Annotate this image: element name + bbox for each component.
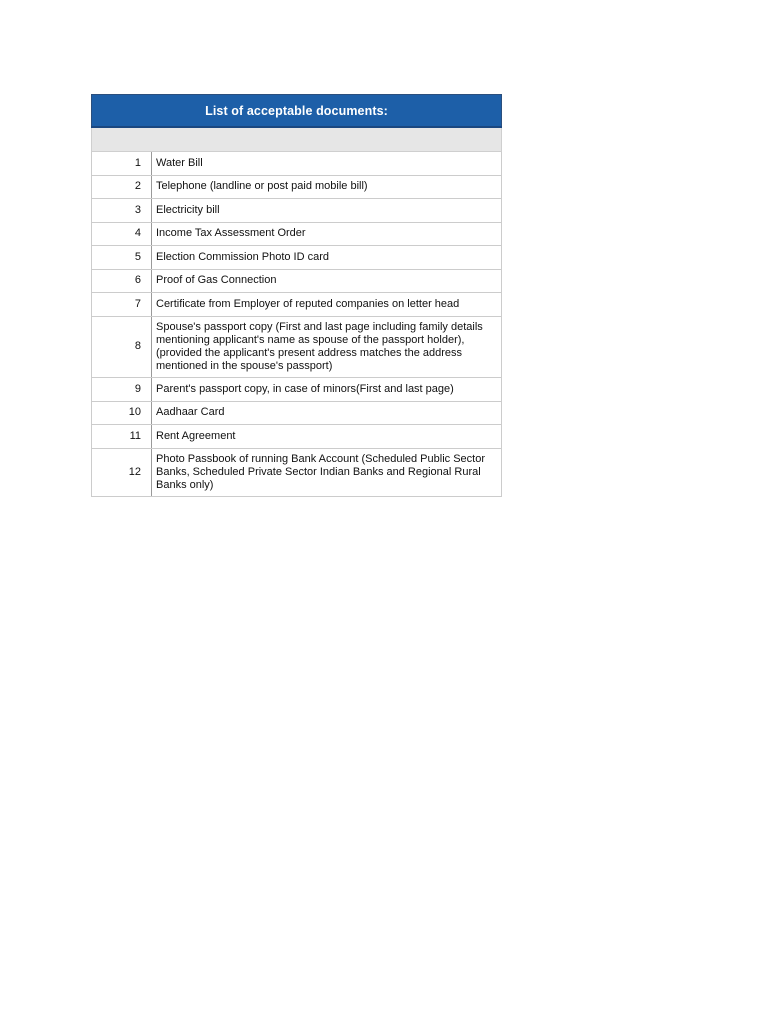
table-row <box>92 378 502 402</box>
table-row <box>92 293 502 317</box>
document-name: Photo Passbook of running Bank Account (Scheduled Public Sector Banks, Scheduled Private Sector Indian Banks and Regional Rural Banks only) <box>152 448 502 497</box>
document-name: Parent's passport copy, in case of minors(First and last page) <box>152 378 502 402</box>
row-number: 2 <box>92 175 152 199</box>
row-number: 9 <box>92 378 152 402</box>
table-title: List of acceptable documents: <box>92 95 502 128</box>
table-row <box>92 222 502 246</box>
document-name: Aadhaar Card <box>152 401 502 425</box>
row-number: 12 <box>92 448 152 497</box>
row-number: 8 <box>92 316 152 378</box>
table-header-row <box>92 95 502 128</box>
document-name: Rent Agreement <box>152 425 502 449</box>
table-row <box>92 175 502 199</box>
document-name: Spouse's passport copy (First and last page including family details mentioning applicant's name as spouse of the passport holder), (provided the applicant's present address matches the address mentioned in the spouse's passport) <box>152 316 502 378</box>
document-name: Election Commission Photo ID card <box>152 246 502 270</box>
row-number: 11 <box>92 425 152 449</box>
document-name: Telephone (landline or post paid mobile bill) <box>152 175 502 199</box>
row-number: 6 <box>92 269 152 293</box>
table-row <box>92 316 502 378</box>
row-number: 1 <box>92 152 152 176</box>
row-number: 4 <box>92 222 152 246</box>
table-spacer-row <box>92 127 502 152</box>
table-row <box>92 425 502 449</box>
table-spacer <box>92 127 502 152</box>
document-name: Water Bill <box>152 152 502 176</box>
table-row <box>92 246 502 270</box>
row-number: 3 <box>92 199 152 223</box>
row-number: 10 <box>92 401 152 425</box>
table-row <box>92 269 502 293</box>
acceptable-documents-table <box>91 94 502 497</box>
table-row <box>92 401 502 425</box>
document-name: Certificate from Employer of reputed companies on letter head <box>152 293 502 317</box>
table-row <box>92 199 502 223</box>
document-name: Electricity bill <box>152 199 502 223</box>
row-number: 5 <box>92 246 152 270</box>
document-name: Proof of Gas Connection <box>152 269 502 293</box>
table-row <box>92 448 502 497</box>
row-number: 7 <box>92 293 152 317</box>
table-row <box>92 152 502 176</box>
document-name: Income Tax Assessment Order <box>152 222 502 246</box>
